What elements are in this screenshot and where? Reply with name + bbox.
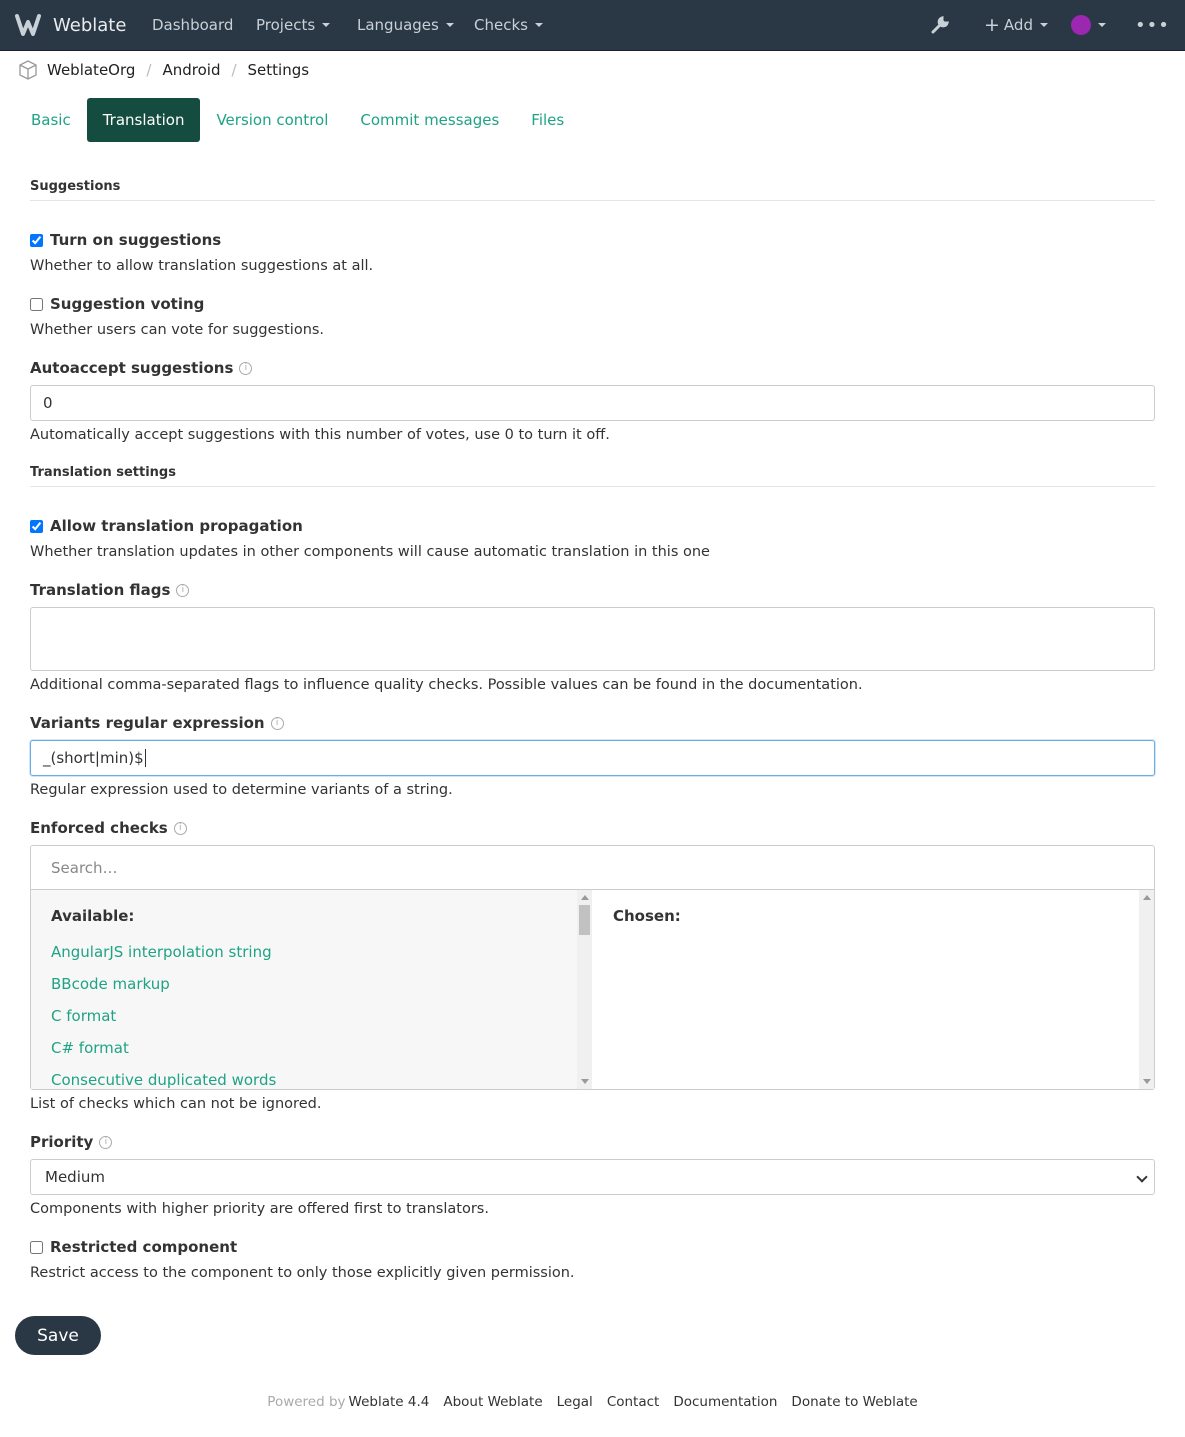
save-button[interactable]: Save	[15, 1316, 101, 1355]
tab-basic[interactable]: Basic	[31, 111, 71, 129]
priority-help: Components with higher priority are offered first to translators.	[30, 1201, 489, 1217]
tab-version-control[interactable]: Version control	[216, 111, 329, 129]
variants-help: Regular expression used to determine variants of a string.	[30, 782, 453, 798]
add-menu[interactable]: + Add	[984, 15, 1048, 35]
powered-by: Powered by	[267, 1394, 346, 1410]
info-icon[interactable]: i	[176, 584, 189, 597]
scroll-down-icon[interactable]	[581, 1079, 589, 1084]
list-item[interactable]: C format	[51, 1007, 117, 1025]
chevron-down-icon	[1098, 23, 1106, 27]
restricted-component[interactable]: Restricted component	[30, 1238, 237, 1256]
nav-checks[interactable]: Checks	[474, 15, 543, 35]
variants-input[interactable]: _(short|min)$	[30, 740, 1155, 776]
project-icon	[18, 60, 38, 80]
turn-on-suggestions-checkbox[interactable]	[30, 234, 43, 247]
weblate-logo[interactable]	[14, 12, 126, 38]
more-icon[interactable]: •••	[1135, 14, 1170, 36]
variants-label: Variants regular expression i	[30, 714, 284, 732]
list-item[interactable]: AngularJS interpolation string	[51, 943, 272, 961]
weblate-logo-icon	[14, 12, 42, 38]
translation-settings-legend: Translation settings	[30, 465, 1155, 487]
tab-commit-messages[interactable]: Commit messages	[360, 111, 500, 129]
available-scrollbar[interactable]	[577, 890, 592, 1089]
footer-link-legal[interactable]: Legal	[556, 1394, 593, 1410]
breadcrumb-project[interactable]: WeblateOrg	[47, 61, 136, 79]
autoaccept-help: Automatically accept suggestions with this number of votes, use 0 to turn it off.	[30, 427, 610, 443]
priority-label: Priority i	[30, 1133, 112, 1151]
tab-files[interactable]: Files	[531, 111, 565, 129]
avatar	[1071, 15, 1091, 35]
info-icon[interactable]: i	[271, 717, 284, 730]
translation-flags-textarea[interactable]	[30, 607, 1155, 671]
info-icon[interactable]: i	[174, 822, 187, 835]
settings-tabs	[15, 98, 580, 142]
scroll-up-icon[interactable]	[1143, 895, 1151, 900]
allow-propagation-checkbox[interactable]	[30, 520, 43, 533]
breadcrumb-settings[interactable]: Settings	[247, 61, 310, 79]
top-navbar	[0, 0, 1185, 51]
scroll-down-icon[interactable]	[1143, 1079, 1151, 1084]
allow-propagation-help: Whether translation updates in other components will cause automatic translation in this one	[30, 544, 710, 560]
breadcrumb-separator: /	[146, 61, 152, 79]
chevron-down-icon	[535, 23, 543, 27]
enforced-checks-search[interactable]: Search…	[31, 846, 1154, 890]
info-icon[interactable]: i	[99, 1136, 112, 1149]
chosen-checks-pane	[593, 890, 1154, 1089]
brand-name: Weblate	[53, 14, 127, 36]
suggestion-voting[interactable]: Suggestion voting	[30, 295, 204, 313]
allow-propagation[interactable]: Allow translation propagation	[30, 517, 303, 535]
plus-icon: +	[984, 13, 1000, 36]
nav-projects[interactable]: Projects	[256, 15, 330, 35]
footer-link-contact[interactable]: Contact	[606, 1394, 660, 1410]
list-item[interactable]: C# format	[51, 1039, 129, 1057]
available-checks-pane	[31, 890, 592, 1089]
autoaccept-label: Autoaccept suggestions i	[30, 359, 252, 377]
footer-link-donate[interactable]: Donate to Weblate	[791, 1394, 918, 1410]
chosen-scrollbar[interactable]	[1139, 890, 1154, 1089]
list-item[interactable]: BBcode markup	[51, 975, 170, 993]
tab-translation[interactable]: Translation	[87, 98, 201, 142]
restricted-component-help: Restrict access to the component to only those explicitly given permission.	[30, 1265, 575, 1281]
nav-languages[interactable]: Languages	[357, 15, 454, 35]
enforced-checks-label: Enforced checks i	[30, 819, 187, 837]
suggestions-legend: Suggestions	[30, 179, 1155, 201]
chevron-down-icon	[1136, 1171, 1147, 1182]
breadcrumb-separator: /	[231, 61, 237, 79]
footer	[0, 1394, 1185, 1410]
suggestion-voting-help: Whether users can vote for suggestions.	[30, 322, 325, 338]
footer-link-documentation[interactable]: Documentation	[673, 1394, 778, 1410]
list-item[interactable]: Consecutive duplicated words	[51, 1071, 277, 1089]
info-icon[interactable]: i	[239, 362, 252, 375]
restricted-component-checkbox[interactable]	[30, 1241, 43, 1254]
turn-on-suggestions[interactable]: Turn on suggestions	[30, 231, 221, 249]
footer-link-about[interactable]: About Weblate	[443, 1394, 543, 1410]
translation-flags-label: Translation flags i	[30, 581, 189, 599]
suggestion-voting-checkbox[interactable]	[30, 298, 43, 311]
wrench-icon[interactable]	[930, 15, 950, 35]
chevron-down-icon	[1040, 23, 1048, 27]
scrollbar-thumb[interactable]	[579, 905, 590, 935]
nav-dashboard[interactable]: Dashboard	[152, 16, 234, 34]
priority-select[interactable]: Medium	[30, 1159, 1155, 1195]
user-menu[interactable]	[1071, 15, 1106, 35]
breadcrumb-component[interactable]: Android	[162, 61, 221, 79]
enforced-checks-selector	[30, 845, 1155, 1090]
breadcrumb	[18, 58, 309, 82]
chevron-down-icon	[446, 23, 454, 27]
chosen-title: Chosen:	[613, 907, 681, 925]
enforced-checks-help: List of checks which can not be ignored.	[30, 1096, 322, 1112]
scroll-up-icon[interactable]	[581, 895, 589, 900]
footer-link-weblate-version[interactable]: Weblate 4.4	[348, 1394, 430, 1410]
available-title: Available:	[51, 907, 135, 925]
turn-on-suggestions-help: Whether to allow translation suggestions at all.	[30, 258, 374, 274]
translation-flags-help: Additional comma-separated flags to influence quality checks. Possible values can be found in the documentation.	[30, 677, 863, 693]
autoaccept-input[interactable]: 0	[30, 385, 1155, 421]
chevron-down-icon	[322, 23, 330, 27]
